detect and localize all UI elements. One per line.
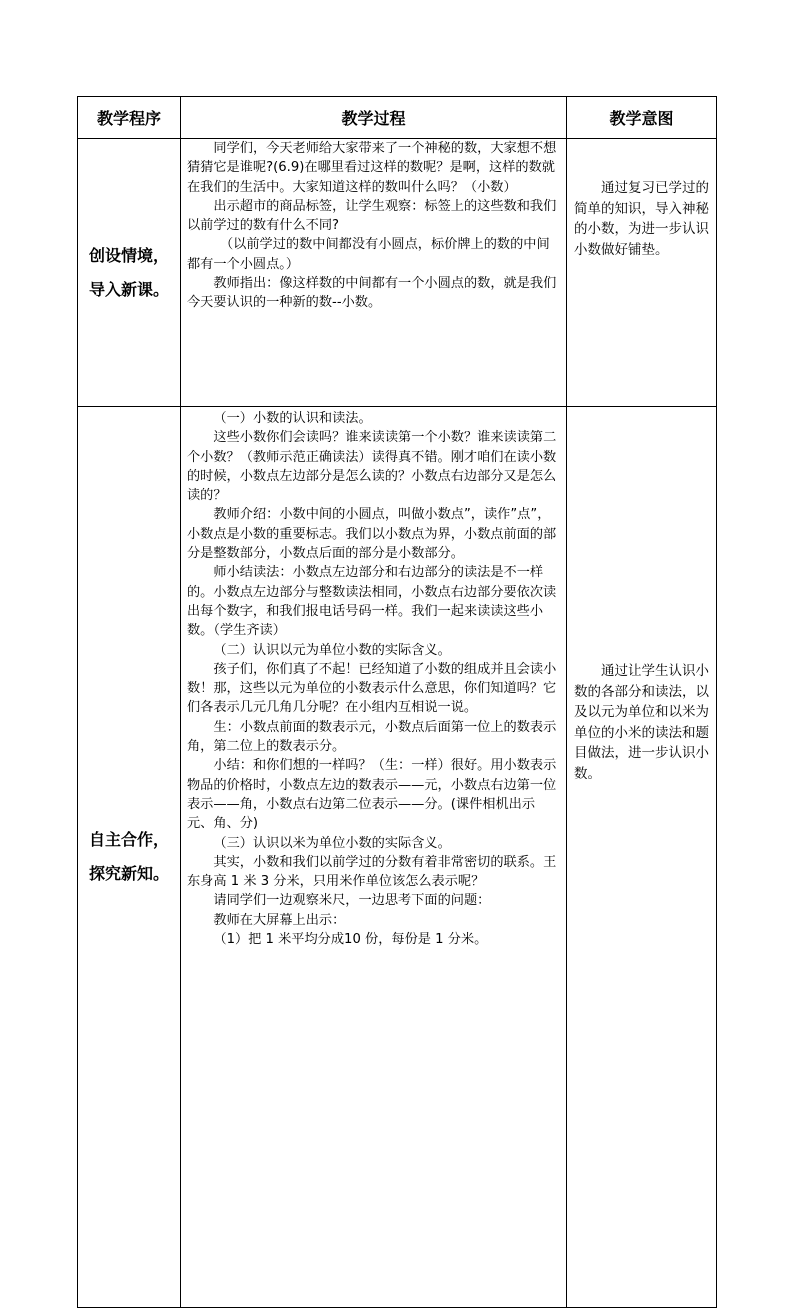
stage-cell — [78, 139, 181, 407]
purpose-cell — [567, 407, 717, 1308]
process-paragraph: 小结：和你们想的一样吗？（生：一样）很好。用小数表示物品的价格时，小数点左边的数表示——元，小数点右边第一位表示——角，小数点右边第二位表示——分。(课件相机出示元、角、分) — [187, 758, 557, 832]
process-paragraph: 其实，小数和我们以前学过的分数有着非常密切的联系。王东身高 1 米 3 分米，只用米作单位该怎么表示呢？ — [187, 854, 557, 890]
process-paragraph: 师小结读法：小数点左边部分和右边部分的读法是不一样的。小数点左边部分与整数读法相同，小数点右边部分要依次读出每个数字，和我们报电话号码一样。我们一起来读读这些小数。（学生齐读） — [187, 565, 557, 639]
purpose-text: 通过让学生认识小数的各部分和读法，以及以元为单位和以米为单位的小米的读法和题目做法，进一步认识小数。 — [574, 663, 709, 782]
process-paragraph: （1）把 1 米平均分成10 份，每份是 1 分米。 — [213, 932, 488, 948]
process-cell — [181, 139, 567, 407]
process-paragraph: 教师在大屏幕上出示： — [213, 912, 346, 928]
table-row — [78, 139, 717, 407]
header-stage: 教学程序 — [78, 97, 181, 139]
process-paragraph: 教师指出：像这样数的中间都有一个小圆点的数，就是我们今天要认识的一种新的数--小数。 — [187, 276, 557, 311]
process-paragraph: （二）认识以元为单位小数的实际含义。 — [213, 642, 451, 658]
stage-line: 导入新课。 — [88, 279, 169, 299]
stage-line: 探究新知。 — [88, 864, 169, 883]
process-paragraph: 生：小数点前面的数表示元，小数点后面第一位上的数表示角，第二位上的数表示分。 — [187, 719, 557, 755]
header-purpose: 教学意图 — [567, 97, 717, 139]
process-paragraph: 这些小数你们会读吗？谁来读读第一个小数？谁来读读第二个小数？（教师示范正确读法）读得真不错。刚才咱们在读小数的时候，小数点左边部分是怎么读的？小数点右边部分又是怎么读的？ — [187, 430, 557, 504]
process-paragraph: 教师介绍：小数中间的小圆点，叫做小数点”，读作”点”，小数点是小数的重要标志。我们以小数点为界，小数点前面的部分是整数部分，小数点后面的部分是小数部分。 — [187, 507, 557, 562]
process-cell — [181, 407, 567, 1308]
process-paragraph: 同学们，今天老师给大家带来了一个神秘的数，大家想不想猜猜它是谁呢?(6.9)在哪里看过这样的数呢？是啊，这样的数就在我们的生活中。大家知道这样的数叫什么吗？（小数） — [187, 141, 557, 195]
table-row — [78, 407, 717, 1308]
stage-line: 自主合作， — [88, 830, 169, 849]
process-paragraph: （三）认识以米为单位小数的实际含义。 — [213, 835, 451, 851]
process-paragraph: （以前学过的数中间都没有小圆点，标价牌上的数的中间都有一个小圆点。） — [187, 237, 550, 272]
stage-line: 创设情境， — [88, 245, 169, 265]
purpose-cell — [567, 139, 717, 407]
process-paragraph: 请同学们一边观察米尺，一边思考下面的问题： — [213, 893, 491, 909]
header-row — [78, 97, 717, 139]
process-paragraph: （一）小数的认识和读法。 — [213, 411, 372, 426]
stage-cell — [78, 407, 181, 1308]
lesson-plan-table — [77, 96, 717, 1308]
process-paragraph: 出示超市的商品标签，让学生观察：标签上的这些数和我们以前学过的数有什么不同? — [187, 198, 557, 234]
process-paragraph: 孩子们，你们真了不起！已经知道了小数的组成并且会读小数！那，这些以元为单位的小数表示什么意思，你们知道吗？它们各表示几元几角几分呢？在小组内互相说一说。 — [187, 661, 557, 716]
header-process: 教学过程 — [181, 97, 567, 139]
purpose-text: 通过复习已学过的简单的知识，导入神秘的小数，为进一步认识小数做好铺垫。 — [574, 180, 709, 258]
